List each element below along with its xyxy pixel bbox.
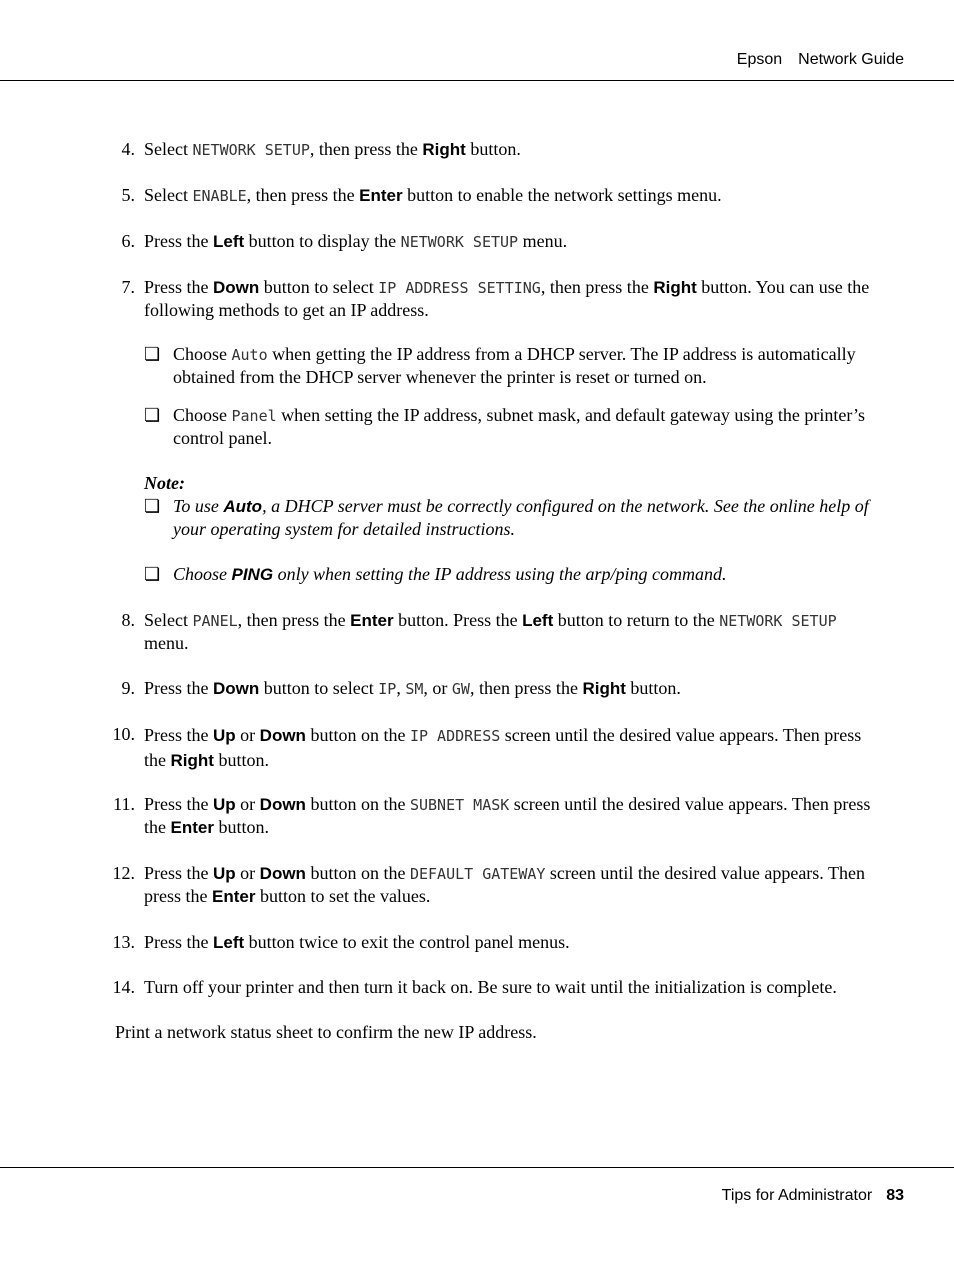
menu-code: DEFAULT GATEWAY — [409, 865, 546, 883]
step-9: Press the Down button to select IP, SM, or GW, then press the Right button. — [144, 678, 681, 698]
key-name: Down — [213, 679, 260, 698]
menu-code: PANEL — [192, 612, 238, 630]
step-11: Press the Up or Down button on the SUBNET MASK screen until the desired value appears. Then press the Enter button. — [144, 794, 871, 837]
menu-code: ENABLE — [192, 187, 247, 205]
step-12: Press the Up or Down button on the DEFAULT GATEWAY screen until the desired value appears. Then press the Enter button to set the values. — [144, 863, 865, 906]
menu-code: GW — [451, 680, 470, 698]
menu-code: SUBNET MASK — [409, 796, 510, 814]
menu-code: NETWORK SETUP — [400, 233, 519, 251]
page-number: 83 — [886, 1187, 904, 1204]
step-14-number: 14. — [112, 977, 135, 997]
key-name: Down — [259, 795, 306, 814]
step-11-number: 11. — [113, 794, 135, 814]
step-8-number: 8. — [121, 610, 135, 630]
menu-code: Auto — [231, 346, 268, 364]
footer-section: Tips for Administrator — [721, 1187, 873, 1204]
footer-rule — [0, 1167, 954, 1168]
menu-code: IP ADDRESS SETTING — [378, 279, 541, 297]
menu-code: Panel — [231, 407, 277, 425]
key-name: Enter — [359, 186, 403, 205]
key-name: PING — [231, 565, 274, 584]
key-name: Up — [213, 795, 236, 814]
step-10-number: 10. — [112, 724, 135, 744]
step-8: Select PANEL, then press the Enter button. Press the Left button to return to the NETWORK SETUP menu. — [144, 610, 837, 653]
option-panel: Choose Panel when setting the IP address, subnet mask, and default gateway using the printer’s control panel. — [173, 405, 866, 448]
step-7: Press the Down button to select IP ADDRESS SETTING, then press the Right button. You can use the following methods to get an IP address. — [144, 277, 870, 320]
step-10: Press the Up or Down button on the IP ADDRESS screen until the desired value appears. Then press the Right button. — [144, 725, 862, 770]
option-auto: Choose Auto when getting the IP address from a DHCP server. The IP address is automatically obtained from the DHCP server whenever the printer is reset or turned on. — [173, 344, 856, 387]
menu-code: NETWORK SETUP — [192, 141, 310, 159]
page-footer — [722, 1187, 904, 1205]
key-name: Up — [213, 864, 236, 883]
step-12-number: 12. — [112, 863, 135, 883]
key-name: Down — [213, 278, 260, 297]
bullet-icon: ❏ — [144, 564, 161, 584]
step-13-number: 13. — [112, 932, 135, 952]
note-label: Note: — [144, 473, 185, 493]
key-name: Right — [422, 140, 466, 159]
step-4-number: 4. — [121, 139, 135, 159]
step-4: Select NETWORK SETUP, then press the Right button. — [144, 139, 521, 159]
key-name: Left — [522, 611, 554, 630]
menu-code: NETWORK SETUP — [719, 612, 837, 630]
step-6: Press the Left button to display the NETWORK SETUP menu. — [144, 231, 568, 251]
menu-code: IP ADDRESS — [409, 727, 501, 745]
key-name: Right — [170, 751, 214, 770]
step-5-number: 5. — [121, 185, 135, 205]
key-name: Left — [213, 933, 245, 952]
key-name: Down — [259, 726, 306, 745]
key-name: Enter — [350, 611, 394, 630]
page-header — [721, 51, 904, 69]
key-name: Right — [582, 679, 626, 698]
key-name: Up — [213, 726, 236, 745]
note-item-ping: Choose PING only when setting the IP address using the arp/ping command. — [173, 564, 727, 584]
step-6-number: 6. — [121, 231, 135, 251]
key-name: Down — [259, 864, 306, 883]
bullet-icon: ❏ — [144, 405, 161, 425]
step-5: Select ENABLE, then press the Enter button to enable the network settings menu. — [144, 185, 722, 205]
step-7-number: 7. — [121, 277, 135, 297]
key-name: Enter — [170, 818, 214, 837]
key-name: Auto — [223, 497, 263, 516]
step-14: Turn off your printer and then turn it back on. Be sure to wait until the initialization is complete. — [144, 977, 837, 997]
header-title: Network Guide — [798, 51, 904, 68]
menu-code: IP — [378, 680, 397, 698]
menu-code: SM — [405, 680, 424, 698]
closing-paragraph: Print a network status sheet to confirm the new IP address. — [115, 1022, 537, 1042]
note-item-auto: To use Auto, a DHCP server must be correctly configured on the network. See the online help of your operating system for detailed instructions. — [173, 496, 869, 539]
key-name: Enter — [211, 887, 256, 906]
bullet-icon: ❏ — [144, 496, 161, 516]
step-13: Press the Left button twice to exit the control panel menus. — [144, 932, 570, 952]
bullet-icon: ❏ — [144, 344, 161, 364]
key-name: Right — [653, 278, 697, 297]
key-name: Left — [213, 232, 245, 251]
header-rule — [0, 80, 954, 81]
header-brand: Epson — [736, 51, 783, 68]
step-9-number: 9. — [121, 678, 135, 698]
